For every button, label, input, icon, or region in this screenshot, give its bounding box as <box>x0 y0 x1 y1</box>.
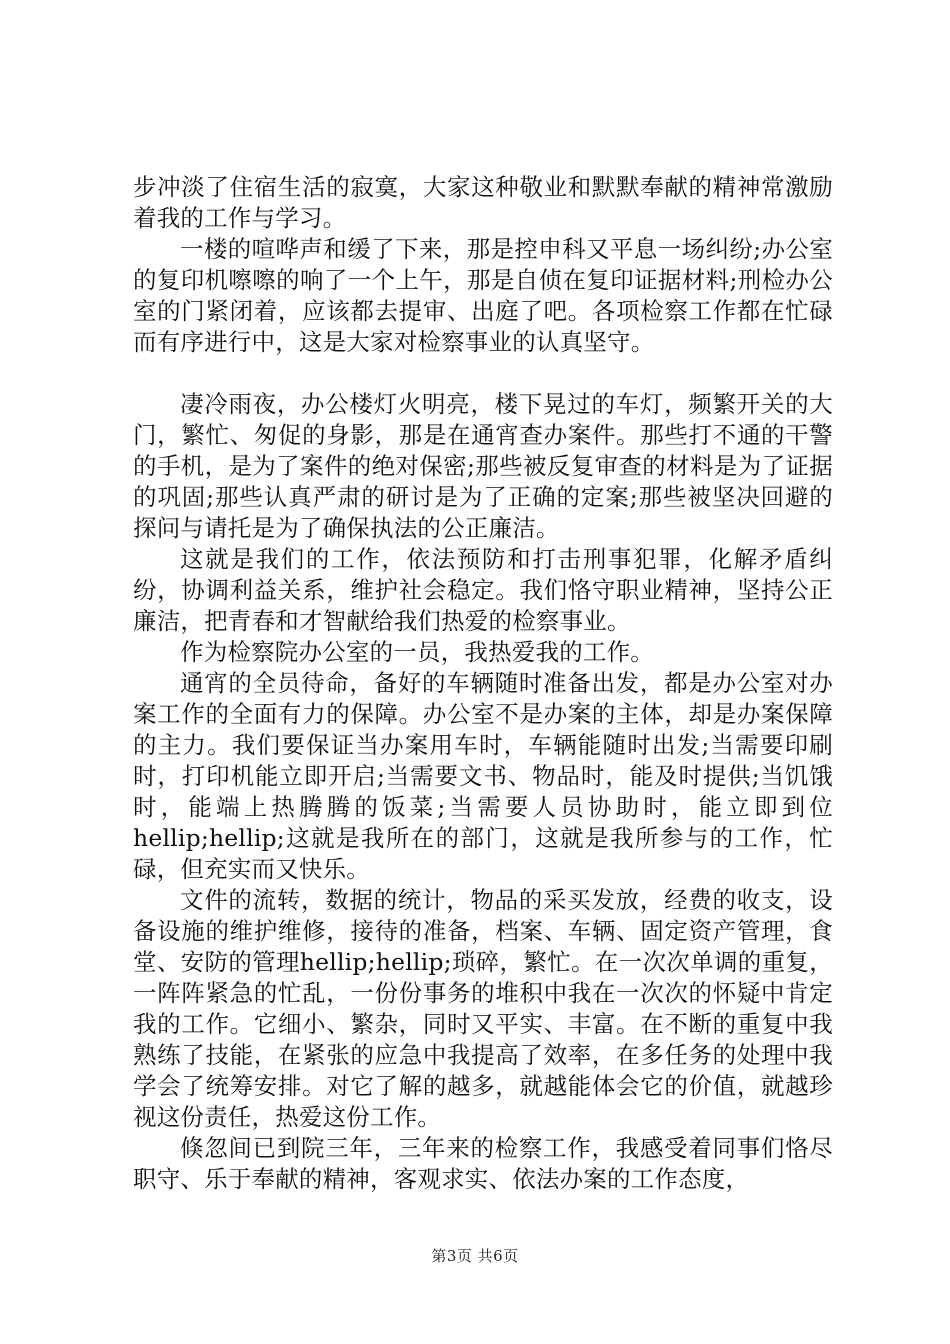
paragraph: 通宵的全员待命，备好的车辆随时准备出发，都是办公室对办案工作的全面有力的保障。办公室不是办案的主体，却是办案保障的主力。我们要保证当办案用车时，车辆能随时出发;当需要印刷时，打印机能立即开启;当需要文书、物品时，能及时提供;当饥饿时，能端上热腾腾的饭菜;当需要人员协助时，能立即到位hellip;hellip;这就是我所在的部门，这就是我所参与的工作，忙碌，但充实而又快乐。 <box>133 669 833 883</box>
paragraph: 凄冷雨夜，办公楼灯火明亮，楼下晃过的车灯，频繁开关的大门，繁忙、匆促的身影，那是在通宵查办案件。那些打不通的干警的手机，是为了案件的绝对保密;那些被反复审查的材料是为了证据的巩固;那些认真严肃的研讨是为了正确的定案;那些被坚决回避的探问与请托是为了确保执法的公正廉洁。 <box>133 390 833 542</box>
paragraph: 这就是我们的工作，依法预防和打击刑事犯罪，化解矛盾纠纷，协调利益关系，维护社会稳定。我们恪守职业精神，坚持公正廉洁，把青春和才智献给我们热爱的检察事业。 <box>133 545 833 635</box>
paragraph: 倏忽间已到院三年，三年来的检察工作，我感受着同事们恪尽职守、乐于奉献的精神，客观求实、依法办案的工作态度， <box>133 1134 833 1193</box>
paragraph: 一楼的喧哗声和缓了下来，那是控申科又平息一场纠纷;办公室的复印机嚓嚓的响了一个上午，那是自侦在复印证据材料;刑检办公室的门紧闭着，应该都去提审、出庭了吧。各项检察工作都在忙碌而有序进行中，这是大家对检察事业的认真坚守。 <box>133 235 833 356</box>
paragraph: 作为检察院办公室的一员，我热爱我的工作。 <box>180 638 654 666</box>
paragraph: 步冲淡了住宿生活的寂寞，大家这种敬业和默默奉献的精神常激励着我的工作与学习。 <box>133 173 833 232</box>
body-text <box>133 172 833 1195</box>
paragraph: 文件的流转，数据的统计，物品的采买发放，经费的收支，设备设施的维护维修，接待的准备，档案、车辆、固定资产管理，食堂、安防的管理hellip;hellip;琐碎，繁忙。在一次次单调的重复，一阵阵紧急的忙乱，一份份事务的堆积中我在一次次的怀疑中肯定我的工作。它细小、繁杂，同时又平实、丰富。在不断的重复中我熟练了技能，在紧张的应急中我提高了效率，在多任务的处理中我学会了统筹安排。对它了解的越多，就越能体会它的价值，就越珍视这份责任，热爱这份工作。 <box>133 886 833 1131</box>
page-footer: 第3页 共6页 <box>431 1247 519 1265</box>
